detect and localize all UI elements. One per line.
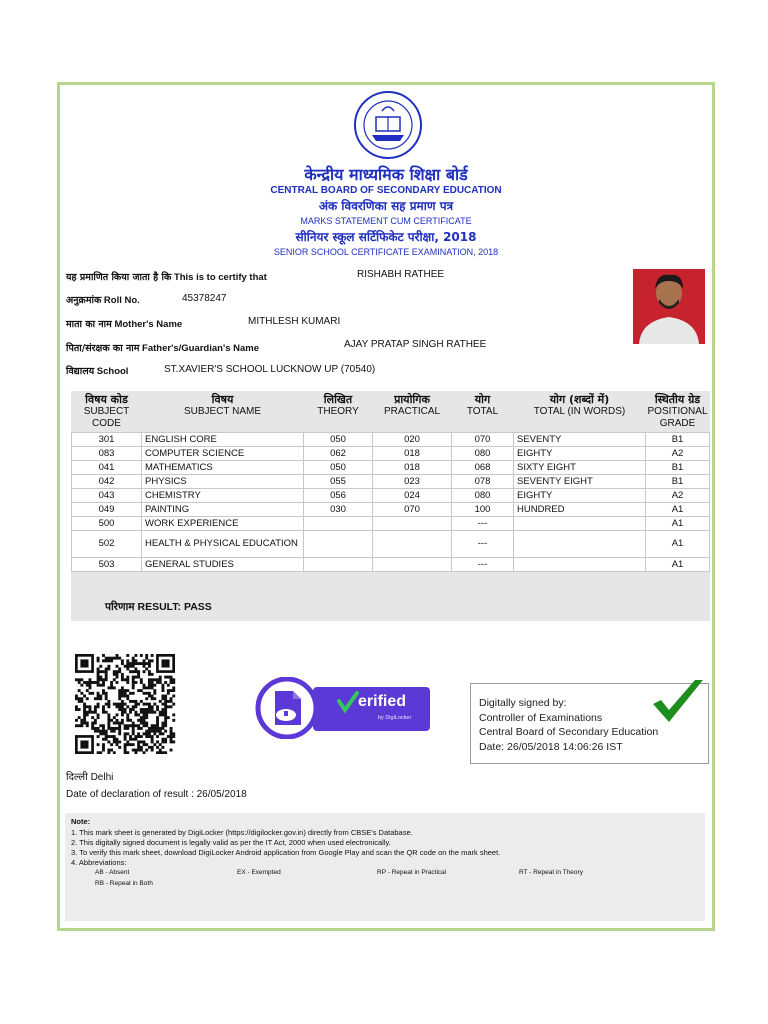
positional-grade: A1 xyxy=(646,517,710,531)
theory-marks: 050 xyxy=(304,461,373,475)
practical-marks xyxy=(373,558,452,572)
subject-name: WORK EXPERIENCE xyxy=(142,517,304,531)
subject-code: 083 xyxy=(72,447,142,461)
result-value: PASS xyxy=(183,601,212,613)
practical-marks xyxy=(373,531,452,558)
subject-code: 042 xyxy=(72,475,142,489)
note-item: 3. To verify this mark sheet, download DigiLocker Android application from Google Play and scan the QR code on the mark sheet. xyxy=(71,848,501,857)
father-label: पिता/संरक्षक का नाम Father's/Guardian's Name xyxy=(66,343,260,354)
abbreviation: EX - Exempted xyxy=(237,869,281,876)
total-in-words: SEVENTY xyxy=(514,433,646,447)
school-name: ST.XAVIER'S SCHOOL LUCKNOW UP (70540) xyxy=(164,364,376,375)
signature-text: Digitally signed by: Controller of Examinations Central Board of Secondary Education Date: 26/05/2018 14:06:26 IST xyxy=(479,697,659,753)
theory-marks xyxy=(304,517,373,531)
abbreviation: RP - Repeat in Practical xyxy=(377,869,447,876)
father-name: AJAY PRATAP SINGH RATHEE xyxy=(344,339,487,350)
table-row xyxy=(72,447,710,461)
statement-title-hindi: अंक विवरणिका सह प्रमाण पत्र xyxy=(318,199,454,213)
total-marks: 100 xyxy=(452,503,514,517)
total-marks: 078 xyxy=(452,475,514,489)
positional-grade: B1 xyxy=(646,475,710,489)
total-in-words: EIGHTY xyxy=(514,447,646,461)
practical-marks: 024 xyxy=(373,489,452,503)
total-in-words xyxy=(514,531,646,558)
subject-code: 049 xyxy=(72,503,142,517)
total-marks: --- xyxy=(452,558,514,572)
abbreviation: RT - Repeat in Theory xyxy=(519,869,583,876)
table-row xyxy=(72,503,710,517)
positional-grade: A1 xyxy=(646,503,710,517)
total-marks: 070 xyxy=(452,433,514,447)
verified-text: erified xyxy=(358,693,407,710)
header-total-words: योग (शब्दों में) TOTAL (IN WORDS) xyxy=(533,393,626,417)
abbreviation: AB - Absent xyxy=(95,869,130,876)
subject-name: MATHEMATICS xyxy=(142,461,304,475)
total-in-words: EIGHTY xyxy=(514,489,646,503)
practical-marks: 018 xyxy=(373,461,452,475)
table-row xyxy=(72,461,710,475)
theory-marks: 062 xyxy=(304,447,373,461)
mother-name: MITHLESH KUMARI xyxy=(248,316,341,327)
qr-code xyxy=(70,654,180,754)
total-marks: --- xyxy=(452,517,514,531)
theory-marks xyxy=(304,558,373,572)
subject-code: 500 xyxy=(72,517,142,531)
positional-grade: A1 xyxy=(646,558,710,572)
exam-title-hindi: सीनियर स्कूल सर्टिफिकेट परीक्षा, 2018 xyxy=(295,230,477,244)
table-row xyxy=(72,475,710,489)
candidate-name: RISHABH RATHEE xyxy=(357,269,445,280)
total-marks: 068 xyxy=(452,461,514,475)
positional-grade: A1 xyxy=(646,531,710,558)
subject-code: 041 xyxy=(72,461,142,475)
total-marks: 080 xyxy=(452,447,514,461)
table-row xyxy=(72,517,710,531)
subject-name: PHYSICS xyxy=(142,475,304,489)
marks-table xyxy=(71,391,710,621)
note-item: 2. This digitally signed document is legally valid as per the IT Act, 2000 when used electronically. xyxy=(71,838,391,847)
subject-name: PAINTING xyxy=(142,503,304,517)
school-label: विद्यालय School xyxy=(66,366,129,377)
mother-label: माता का नाम Mother's Name xyxy=(66,319,183,330)
total-in-words xyxy=(514,517,646,531)
practical-marks: 023 xyxy=(373,475,452,489)
subject-name: HEALTH & PHYSICAL EDUCATION xyxy=(142,531,304,558)
header-theory: लिखित THEORY xyxy=(317,393,359,417)
person-silhouette-icon xyxy=(633,269,705,344)
positional-grade: A2 xyxy=(646,489,710,503)
total-in-words: SIXTY EIGHT xyxy=(514,461,646,475)
theory-marks: 050 xyxy=(304,433,373,447)
table-row xyxy=(72,558,710,572)
practical-marks xyxy=(373,517,452,531)
candidate-photo xyxy=(633,269,705,344)
green-check-icon xyxy=(649,676,705,726)
header-subject-code: विषय कोड SUBJECT CODE xyxy=(83,393,130,429)
place: दिल्ली Delhi xyxy=(66,772,114,783)
practical-marks: 018 xyxy=(373,447,452,461)
header-total: योग TOTAL xyxy=(466,393,499,417)
table-header xyxy=(72,391,710,433)
note-item: 1. This mark sheet is generated by DigiLocker (https://digilocker.gov.in) directly from CBSE's Database. xyxy=(71,828,413,837)
subject-code: 503 xyxy=(72,558,142,572)
theory-marks xyxy=(304,531,373,558)
theory-marks: 056 xyxy=(304,489,373,503)
total-marks: 080 xyxy=(452,489,514,503)
subject-code: 043 xyxy=(72,489,142,503)
subject-name: GENERAL STUDIES xyxy=(142,558,304,572)
positional-grade: B1 xyxy=(646,433,710,447)
digital-signature-box xyxy=(470,683,709,764)
table-row xyxy=(72,433,710,447)
positional-grade: B1 xyxy=(646,461,710,475)
notes-section xyxy=(65,813,705,921)
subject-name: COMPUTER SCIENCE xyxy=(142,447,304,461)
abbreviation: RB - Repeat in Both xyxy=(95,880,153,887)
positional-grade: A2 xyxy=(646,447,710,461)
note-item: 4. Abbreviations: xyxy=(71,858,127,867)
verified-by-text: by DigiLocker xyxy=(378,715,412,721)
subject-name: CHEMISTRY xyxy=(142,489,304,503)
certify-label: यह प्रमाणित किया जाता है कि This is to certify that xyxy=(66,272,267,283)
exam-title-english: SENIOR SCHOOL CERTIFICATE EXAMINATION, 2018 xyxy=(273,247,499,257)
marksheet xyxy=(57,82,715,931)
total-in-words: HUNDRED xyxy=(514,503,646,517)
total-marks: --- xyxy=(452,531,514,558)
theory-marks: 055 xyxy=(304,475,373,489)
table-row xyxy=(72,531,710,558)
practical-marks: 020 xyxy=(373,433,452,447)
statement-title-english: MARKS STATEMENT CUM CERTIFICATE xyxy=(300,216,472,226)
board-name-hindi: केन्द्रीय माध्यमिक शिक्षा बोर्ड xyxy=(304,165,468,184)
header-practical: प्रायोगिक PRACTICAL xyxy=(383,393,441,417)
roll-label: अनुक्रमांक Roll No. xyxy=(66,295,140,306)
theory-marks: 030 xyxy=(304,503,373,517)
practical-marks: 070 xyxy=(373,503,452,517)
roll-number: 45378247 xyxy=(182,293,227,304)
total-in-words xyxy=(514,558,646,572)
subject-code: 301 xyxy=(72,433,142,447)
declaration-date: Date of declaration of result : 26/05/2018 xyxy=(66,789,247,800)
cbse-logo-icon xyxy=(352,89,424,161)
total-in-words: SEVENTY EIGHT xyxy=(514,475,646,489)
board-name-english: CENTRAL BOARD OF SECONDARY EDUCATION xyxy=(270,185,502,196)
table-row xyxy=(72,489,710,503)
header-subject-name: विषय SUBJECT NAME xyxy=(183,393,262,417)
result-line: परिणाम RESULT: PASS xyxy=(105,601,212,613)
header-grade: स्थितीय ग्रेड POSITIONAL GRADE xyxy=(647,393,708,429)
notes-title: Note: xyxy=(71,817,91,826)
subject-name: ENGLISH CORE xyxy=(142,433,304,447)
subject-code: 502 xyxy=(72,531,142,558)
